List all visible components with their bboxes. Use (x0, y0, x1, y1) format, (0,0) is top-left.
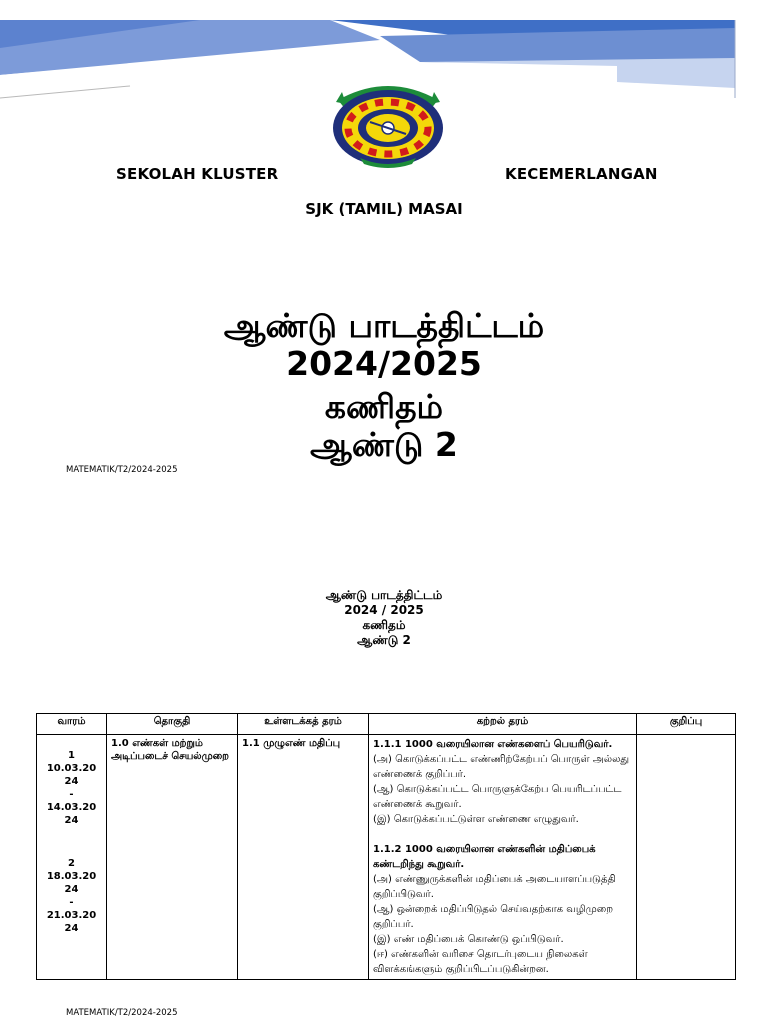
cover-title-year: 2024/2025 (286, 344, 482, 383)
page-footer-code: MATEMATIK/T2/2024-2025 (66, 465, 178, 475)
learning-standard-item: (ஆ) கொடுக்கப்பட்ட பொருளுக்கேற்ப பெயரிடப்பட்ட எண்ணைக் கூறுவர். (373, 784, 622, 810)
header-unit: தொகுதி (107, 714, 238, 735)
page-footer-code-2: MATEMATIK/T2/2024-2025 (66, 1008, 178, 1018)
content-standard-cell: 1.1 முழுஎண் மதிப்பு (238, 735, 369, 980)
week-date-separator: - (69, 897, 74, 908)
school-excellence-label: KECEMERLANGAN (505, 165, 658, 183)
week-cell (37, 735, 107, 980)
learning-standard-item: (இ) கொடுக்கப்பட்டுள்ள எண்ணை எழுதுவர். (373, 814, 579, 825)
week-start-date: 18.03.20 (46, 871, 97, 882)
week-end-date-year: 24 (64, 815, 79, 826)
learning-standard-item: (அ) எண்ணுருக்களின் மதிப்பைக் அடையாளப்படுத்தி குறிப்பிடுவர். (373, 874, 616, 900)
unit-cell: 1.0 எண்கள் மற்றும் அடிப்படைச் செயல்முறை (107, 735, 238, 980)
yearly-plan-table (36, 713, 736, 980)
learning-standard-item (373, 827, 632, 842)
week-start-date: 10.03.20 (46, 763, 97, 774)
week-number: 2 (68, 858, 75, 869)
cover-title-grade: ஆண்டு 2 (310, 425, 458, 464)
header-notes: குறிப்பு (637, 714, 736, 735)
week-number: 1 (68, 750, 75, 761)
week-start-date-year: 24 (64, 884, 79, 895)
learning-standard-item: (ஆ) ஒன்றைக் மதிப்பிடுதல் செய்வதற்காக வழிமுறை குறிப்பர். (373, 904, 614, 930)
learning-standard-heading: 1.1.2 1000 வரையிலான எண்களின் மதிப்பைக் கண்டறிந்து கூறுவர். (373, 844, 596, 870)
learning-standard-item: (இ) எண் மதிப்பைக் கொண்டு ஒப்பிடுவர். (373, 934, 564, 945)
cover-title-line1: ஆண்டு பாடத்திட்டம் (223, 306, 545, 345)
learning-standard-item: (அ) கொடுக்கப்பட்ட எண்ணிற்கேற்பப் பொருள் அல்லது எண்ணைக் குறிப்பர். (373, 754, 630, 780)
week-1 (41, 749, 102, 827)
page2-title-subject: கணிதம் (362, 618, 406, 632)
week-date-separator: - (69, 789, 74, 800)
page2-title (0, 588, 768, 648)
header-learning-standard: கற்றல் தரம் (369, 714, 637, 735)
learning-standard-heading: 1.1.1 1000 வரையிலான எண்களைப் பெயரிடுவர். (373, 739, 613, 750)
learning-standard-cell (369, 735, 637, 980)
page2-title-year: 2024 / 2025 (344, 603, 424, 617)
school-logo (330, 78, 446, 170)
learning-standard-list (373, 737, 632, 977)
table-row (37, 735, 736, 980)
header-content-standard: உள்ளடக்கத் தரம் (238, 714, 369, 735)
table-header-row (37, 714, 736, 735)
week-end-date-year: 24 (64, 923, 79, 934)
learning-standard-item: (ஈ) எண்களின் வரிசை தொடர்புடைய நிலைகள் விளக்கங்களும் குறிப்பிடப்படுகின்றன. (373, 949, 588, 975)
school-name: SJK (TAMIL) MASAI (305, 200, 463, 218)
cover-title-subject: கணிதம் (324, 387, 444, 426)
week-end-date: 14.03.20 (46, 802, 97, 813)
week-end-date: 21.03.20 (46, 910, 97, 921)
notes-cell (637, 735, 736, 980)
week-start-date-year: 24 (64, 776, 79, 787)
page2-title-grade: ஆண்டு 2 (357, 633, 411, 647)
school-cluster-label: SEKOLAH KLUSTER (116, 165, 279, 183)
page2-title-line1: ஆண்டு பாடத்திட்டம் (325, 588, 443, 602)
week-2 (41, 857, 102, 935)
header-week: வாரம் (37, 714, 107, 735)
